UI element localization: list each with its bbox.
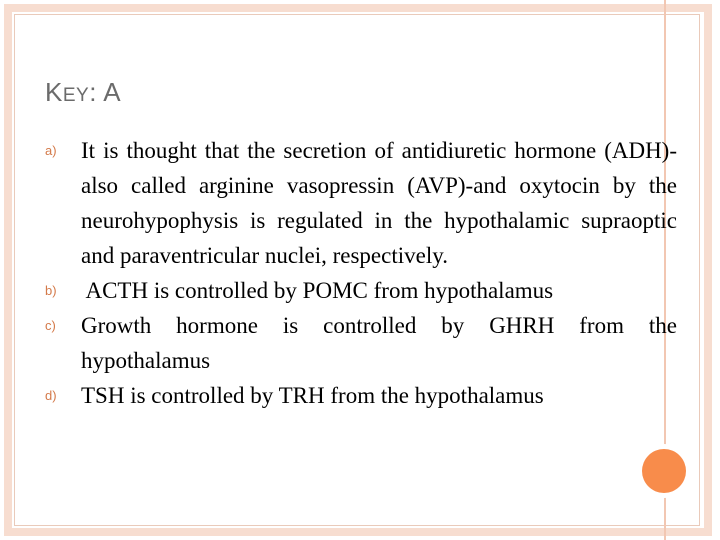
list-marker: a) — [45, 143, 57, 158]
slide-title — [45, 77, 121, 108]
list-item-c — [45, 308, 677, 378]
decorative-accent-dot — [642, 449, 686, 493]
list-item-b — [45, 273, 677, 308]
list-marker: d) — [45, 388, 57, 403]
list-item-text: Growth hormone is controlled by GHRH from the hypothalamus — [81, 313, 677, 373]
list-item-text: TSH is controlled by TRH from the hypothalamus — [81, 383, 544, 408]
title-small-caps: EY — [62, 85, 90, 106]
list-marker: b) — [45, 283, 57, 298]
list-marker: c) — [45, 318, 56, 333]
list-item-text: ACTH is controlled by POMC from hypothalamus — [81, 278, 554, 303]
title-first-letter: K — [45, 77, 63, 107]
list-item-d — [45, 378, 677, 413]
title-answer: : A — [89, 77, 122, 107]
answer-list — [45, 133, 677, 413]
list-item-text: It is thought that the secretion of antidiuretic hormone (ADH)-also called arginine vasopressin (AVP)-and oxytocin by the neurohypophysis is regulated in the hypothalamic supraoptic and paraventricular nuclei, respectively. — [81, 138, 677, 268]
list-item-a — [45, 133, 677, 273]
